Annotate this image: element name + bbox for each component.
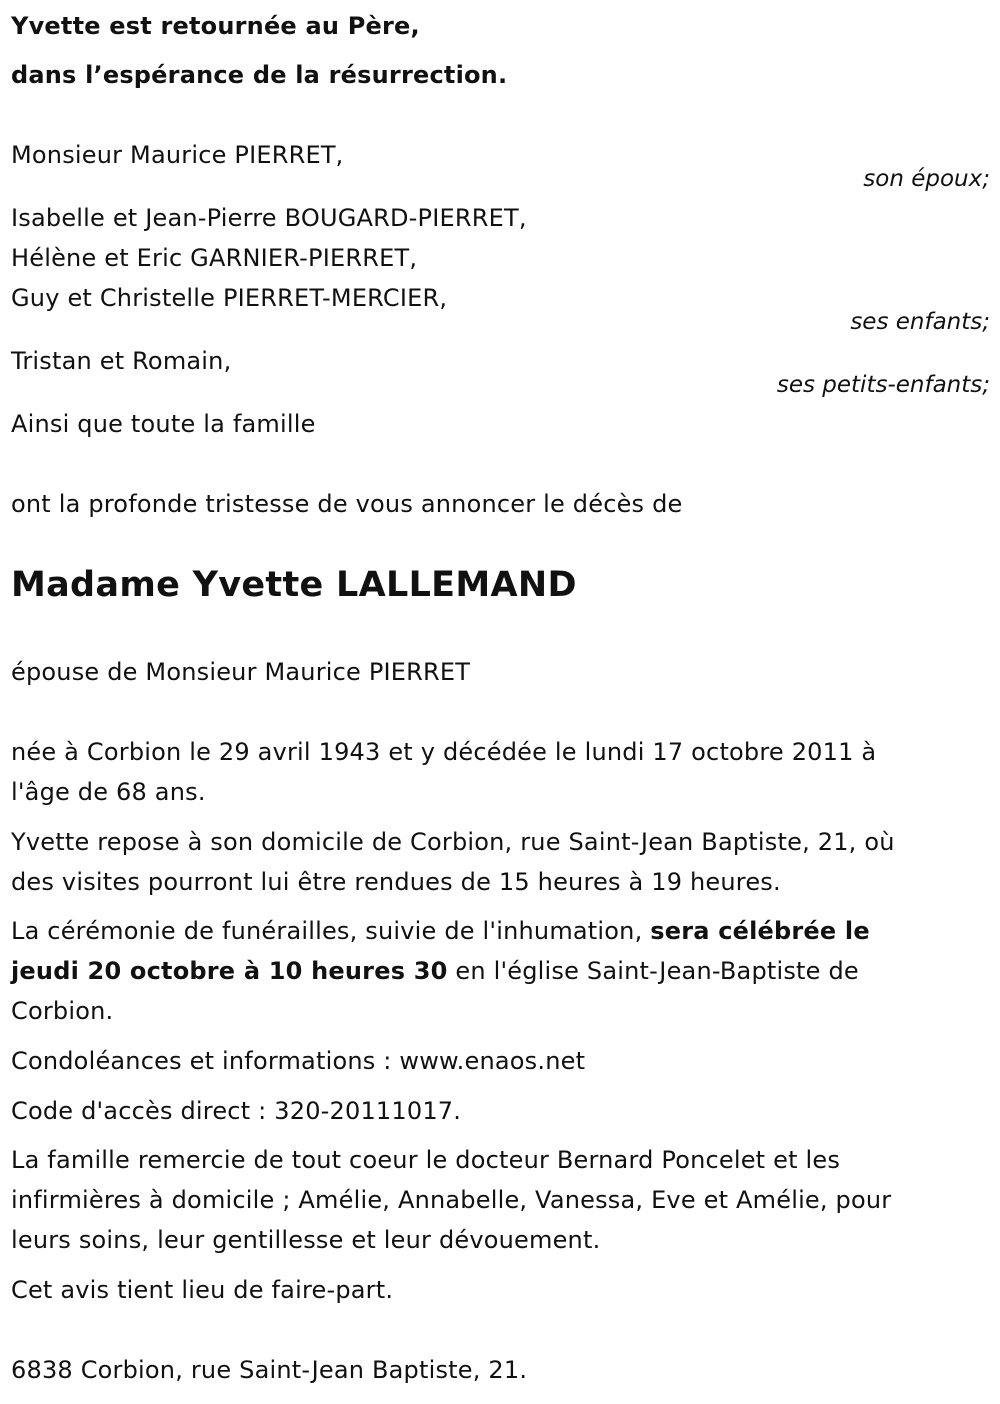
ceremony-line-2 <box>11 956 859 986</box>
address: 6838 Corbion, rue Saint-Jean Baptiste, 21. <box>11 1356 528 1384</box>
intro-line-2: dans l’espérance de la résurrection. <box>11 61 508 89</box>
deceased-name: Madame Yvette LALLEMAND <box>11 565 577 605</box>
children-role: ses enfants; <box>850 309 990 335</box>
access-code: Code d'accès direct : 320-20111017. <box>11 1097 462 1125</box>
grandchildren: Tristan et Romain, <box>11 347 232 375</box>
announcement: ont la profonde tristesse de vous annoncer le décès de <box>11 490 683 518</box>
visit-line-1: Yvette repose à son domicile de Corbion, rue Saint-Jean Baptiste, 21, où <box>11 828 895 856</box>
ceremony-date-emphasis: sera célébrée le <box>650 917 870 945</box>
birth-line-2: l'âge de 68 ans. <box>11 778 206 806</box>
spouse-of: épouse de Monsieur Maurice PIERRET <box>11 658 471 686</box>
thanks-line-1: La famille remercie de tout coeur le docteur Bernard Poncelet et les <box>11 1146 841 1174</box>
spouse-role: son époux; <box>863 166 990 192</box>
ceremony-line-1 <box>11 916 870 946</box>
ceremony-line-3: Corbion. <box>11 997 114 1025</box>
condolences: Condoléances et informations : www.enaos.net <box>11 1047 586 1075</box>
visit-line-2: des visites pourront lui être rendues de 15 heures à 19 heures. <box>11 868 781 896</box>
child-1: Isabelle et Jean-Pierre BOUGARD-PIERRET, <box>11 204 527 232</box>
grandchildren-role: ses petits-enfants; <box>776 372 990 398</box>
intro-line-1: Yvette est retournée au Père, <box>11 12 420 40</box>
birth-line-1: née à Corbion le 29 avril 1943 et y décédée le lundi 17 octobre 2011 à <box>11 738 877 766</box>
child-2: Hélène et Eric GARNIER-PIERRET, <box>11 244 418 272</box>
notice: Cet avis tient lieu de faire-part. <box>11 1276 394 1304</box>
family-line: Ainsi que toute la famille <box>11 410 316 438</box>
ceremony-date: jeudi 20 octobre à 10 heures 30 <box>11 957 448 985</box>
thanks-line-2: infirmières à domicile ; Amélie, Annabelle, Vanessa, Eve et Amélie, pour <box>11 1186 892 1214</box>
ceremony-text: La cérémonie de funérailles, suivie de l'inhumation, <box>11 917 651 945</box>
spouse-name: Monsieur Maurice PIERRET, <box>11 141 344 169</box>
child-3: Guy et Christelle PIERRET-MERCIER, <box>11 284 448 312</box>
ceremony-location: en l'église Saint-Jean-Baptiste de <box>447 957 859 985</box>
thanks-line-3: leurs soins, leur gentillesse et leur dévouement. <box>11 1226 601 1254</box>
